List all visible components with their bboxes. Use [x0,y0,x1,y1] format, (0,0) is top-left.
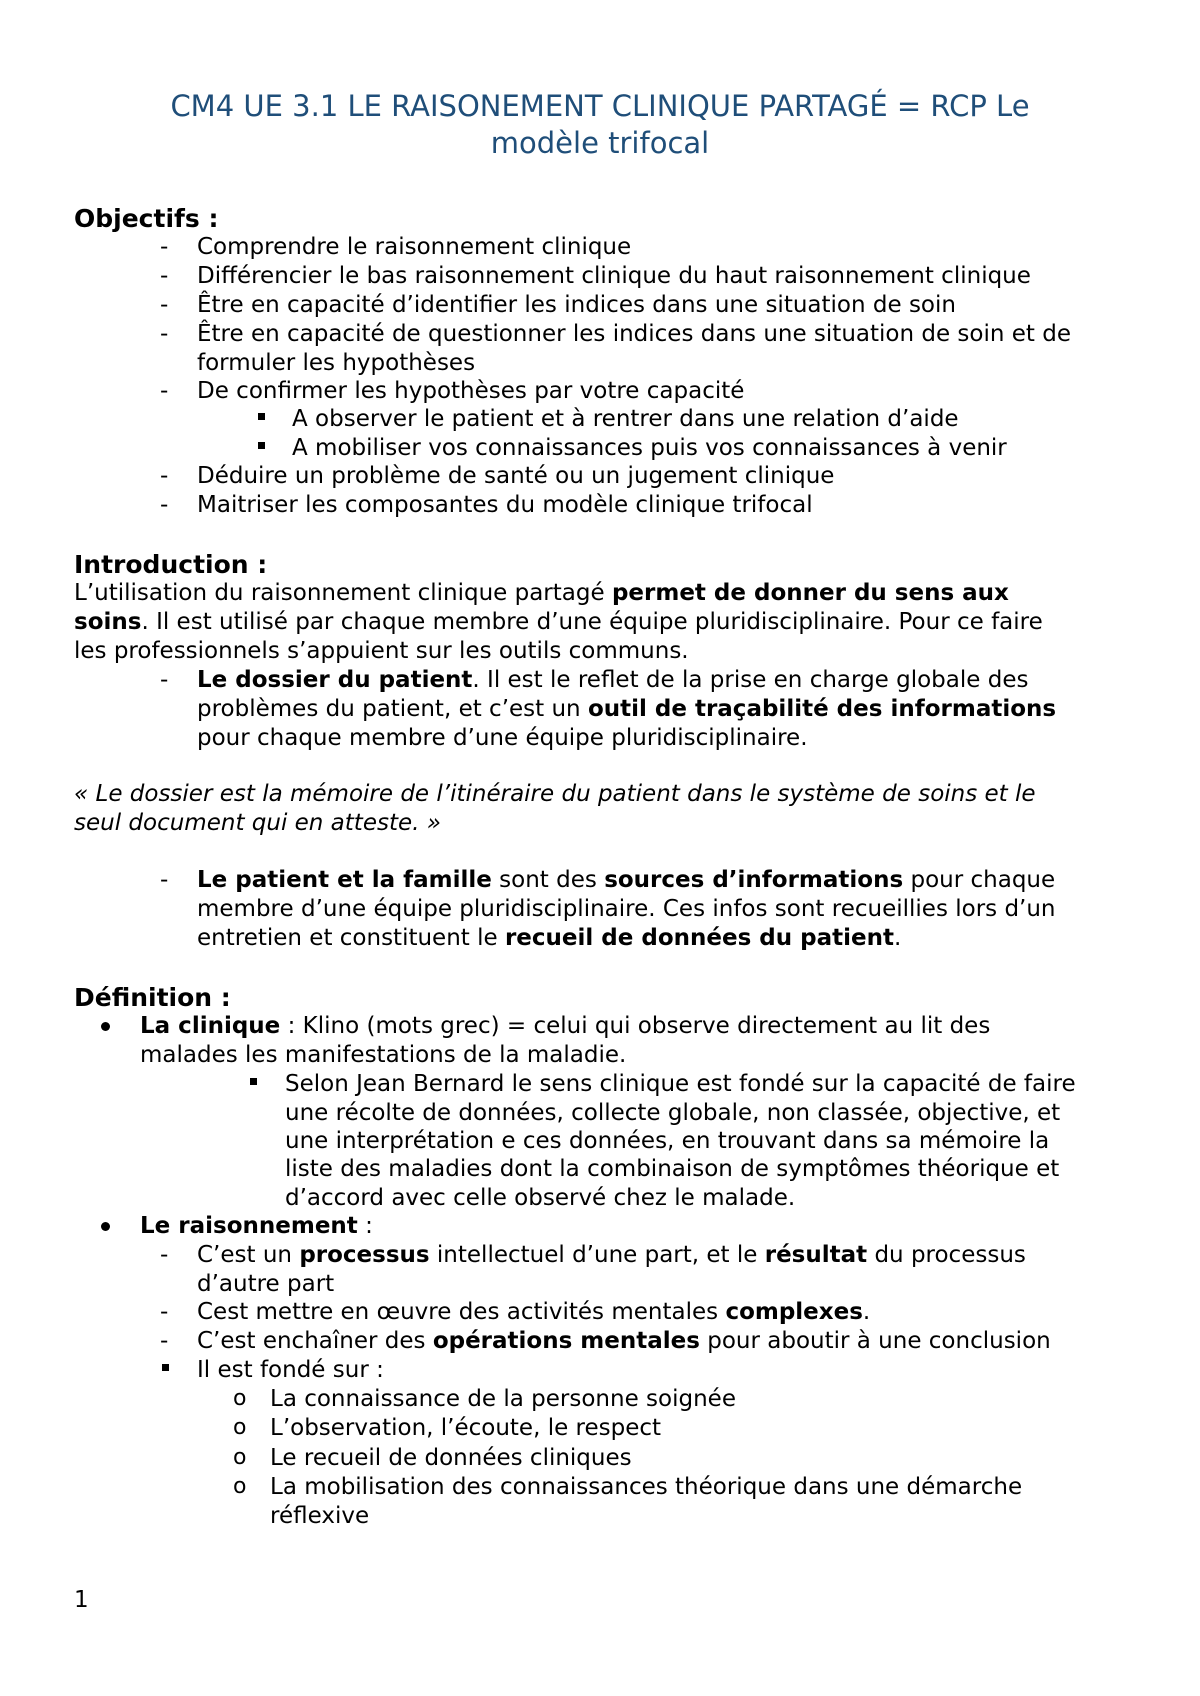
raisonnement-item-continued: d’autre part [197,1271,335,1297]
dash-bullet: - [160,234,169,260]
dash-bullet: - [160,263,169,289]
objectif-item: Être en capacité de questionner les indices dans une situation de soin et de [197,321,1071,347]
objectif-item: Comprendre le raisonnement clinique [197,234,632,260]
objectif-item: Être en capacité d’identifier les indices dans une situation de soin [197,292,956,318]
circle-bullet-icon: o [233,1415,247,1440]
title-line-2: modèle trifocal [490,126,710,160]
raisonnement-item: Cest mettre en œuvre des activités mentales complexes. [197,1299,871,1325]
raisonnement-item: C’est enchaîner des opérations mentales pour aboutir à une conclusion [197,1328,1051,1354]
circle-bullet-icon: o [233,1386,247,1411]
objectifs-heading: Objectifs : [74,204,219,233]
objectif-item: Différencier le bas raisonnement clinique du haut raisonnement clinique [197,263,1031,289]
quote-line: seul document qui en atteste. » [74,810,441,836]
fonde-sur-item: La connaissance de la personne soignée [270,1386,736,1412]
clinique-line: La clinique : Klino (mots grec) = celui qui observe directement au lit des [140,1013,991,1039]
objectif-item: De confirmer les hypothèses par votre capacité [197,378,745,404]
patient-bullet-line: entretien et constituent le recueil de données du patient. [197,925,902,951]
dash-bullet: - [160,867,169,893]
dash-bullet: - [160,1328,169,1354]
dash-bullet: - [160,321,169,347]
fonde-sur-item: La mobilisation des connaissances théorique dans une démarche [270,1474,1023,1500]
dash-bullet: - [160,1299,169,1325]
dash-bullet: - [160,292,169,318]
sens-clinique-line: Selon Jean Bernard le sens clinique est fondé sur la capacité de faire [285,1071,1076,1097]
fonde-sur-line: Il est fondé sur : [197,1357,384,1383]
intro-paragraph-line: soins. Il est utilisé par chaque membre d’une équipe pluridisciplinaire. Pour ce faire [74,609,1043,635]
clinique-line: malades les manifestations de la maladie. [140,1042,627,1068]
dash-bullet: - [160,492,169,518]
objectif-subitem: A mobiliser vos connaissances puis vos connaissances à venir [292,435,1007,461]
introduction-heading: Introduction : [74,550,268,579]
objectif-subitem: A observer le patient et à rentrer dans une relation d’aide [292,406,959,432]
patient-bullet-line: Le patient et la famille sont des sources d’informations pour chaque [197,867,1056,893]
patient-bullet-line: membre d’une équipe pluridisciplinaire. Ces infos sont recueillies lors d’un [197,896,1056,922]
circle-bullet-icon: o [233,1445,247,1470]
dash-bullet: - [160,1242,169,1268]
intro-paragraph-line: L’utilisation du raisonnement clinique partagé permet de donner du sens aux [74,580,1009,606]
fonde-sur-item: Le recueil de données cliniques [270,1445,632,1471]
square-bullet-icon [250,1078,257,1085]
dash-bullet: - [160,667,169,693]
square-bullet-icon [162,1364,169,1371]
sens-clinique-line: une récolte de données, collecte globale, non classée, objective, et [285,1100,1061,1126]
dash-bullet: - [160,378,169,404]
sens-clinique-line: une interprétation e ces données, en trouvant dans sa mémoire la [285,1128,1050,1154]
circle-bullet-icon: o [233,1474,247,1499]
fonde-sur-item-continued: réflexive [270,1503,370,1529]
dossier-bullet-line: pour chaque membre d’une équipe pluridisciplinaire. [197,725,808,751]
document-title [70,88,1130,162]
raisonnement-line: Le raisonnement : [140,1213,373,1239]
definition-heading: Définition : [74,983,231,1012]
dossier-bullet-line: Le dossier du patient. Il est le reflet de la prise en charge globale des [197,667,1029,693]
sens-clinique-line: d’accord avec celle observé chez le malade. [285,1185,796,1211]
dash-bullet: - [160,463,169,489]
round-bullet-icon [101,1022,110,1031]
square-bullet-icon [258,413,265,420]
quote-line: « Le dossier est la mémoire de l’itinéraire du patient dans le système de soins et le [74,781,1036,807]
fonde-sur-item: L’observation, l’écoute, le respect [270,1415,662,1441]
objectif-item: Déduire un problème de santé ou un jugement clinique [197,463,835,489]
square-bullet-icon [258,442,265,449]
round-bullet-icon [101,1222,110,1231]
objectif-item: Maitriser les composantes du modèle clinique trifocal [197,492,813,518]
raisonnement-item: C’est un processus intellectuel d’une part, et le résultat du processus [197,1242,1026,1268]
title-line-1: CM4 UE 3.1 LE RAISONEMENT CLINIQUE PARTAGÉ = RCP Le [170,89,1030,123]
sens-clinique-line: liste des maladies dont la combinaison de symptômes théorique et [285,1156,1060,1182]
dossier-bullet-line: problèmes du patient, et c’est un outil de traçabilité des informations [197,696,1057,722]
page-number: 1 [74,1587,89,1613]
objectif-item-continued: formuler les hypothèses [197,350,476,376]
intro-paragraph-line: les professionnels s’appuient sur les outils communs. [74,638,689,664]
